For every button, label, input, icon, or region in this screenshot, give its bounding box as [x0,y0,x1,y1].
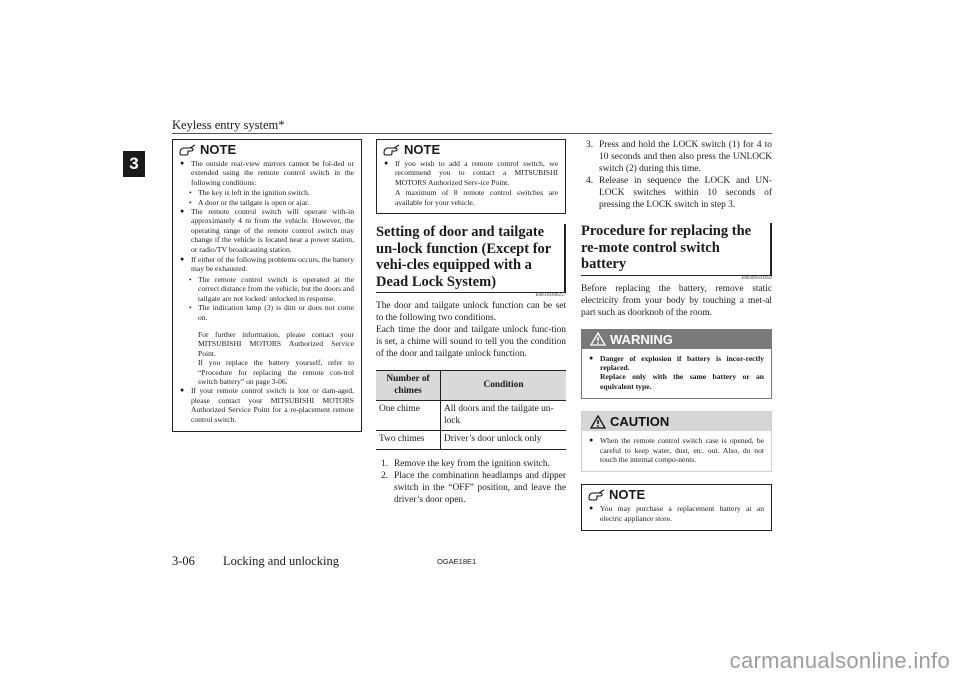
note-item: ● If you wish to add a remote control switch, we recommend you to contact a MITSUBISHI MOTORS Authorized Serv-ice Point. [384,159,558,187]
caution-triangle-icon [590,415,606,429]
body-paragraph: The door and tailgate unlock function can be set to the following two conditions. [376,301,566,324]
note-label: NOTE [200,142,237,157]
table-row [376,431,566,450]
section-code: E00310300257 [535,293,566,299]
note-hand-icon [588,489,606,501]
note-subitem: • A door or the tailgate is open or ajar. [189,197,310,207]
note-paragraph: If you replace the battery yourself, refer to “Procedure for replacing the remote con-trol switch battery” on page 3-06. [198,358,354,386]
warning-label: WARNING [610,331,673,347]
step-item: 3. Press and hold the LOCK switch (1) for 4 to 10 seconds and then also press the UNLOCK switch (2) during this time. [586,140,772,174]
note-box-left [172,139,362,432]
step-item: 2. Place the combination headlamps and dipper switch in the “OFF” position, and leave the driver’s door open. [381,470,566,505]
note-paragraph: For further information, please contact your MITSUBISHI MOTORS Authorized Service Point. [198,329,354,358]
note-subitem: • The indication lamp (3) is dim or does not come on. [189,303,354,322]
note-subitem: • The remote control switch is operated at the correct distance from the vehicle, but the doors and tailgate are not locked/ unlocked in response. [189,274,354,303]
table-cell: All doors and the tailgate un-lock [441,401,567,431]
warning-triangle-icon [590,332,606,346]
table-row [376,401,566,431]
note-box-middle [376,139,566,214]
right-column [581,139,772,531]
warning-header [582,330,771,349]
table-cell: One chime [376,401,441,431]
note-header [377,140,565,159]
note-box-right [581,484,772,531]
warning-item: ● Danger of explosion if battery is incor-rectly replaced. Replace only with the same battery or an equivalent type. [589,353,764,391]
step-item: 4. Release in sequence the LOCK and UN-LOCK switches within 10 seconds of pressing the LOCK switch in step 3. [586,176,772,210]
note-hand-icon [179,144,197,156]
running-header: Keyless entry system* [172,118,285,132]
warning-box [581,329,772,400]
step-list [376,458,566,506]
chapter-tab: 3 [123,151,145,177]
caution-box [581,411,772,472]
note-header [582,485,771,504]
note-label: NOTE [404,142,441,157]
table-header-row [376,371,566,401]
note-item: ● You may purchase a replacement battery at an electric appliance store. [589,504,764,523]
footer-chapter-title: Locking and unlocking [223,554,339,568]
section-code: E00309501692 [741,275,772,281]
table-header: Number of chimes [376,371,441,401]
header-rule [172,133,772,134]
section-heading: Procedure for replacing the re-mote control switch battery [581,223,772,276]
note-label: NOTE [609,487,646,503]
note-paragraph: A maximum of 8 remote control switches are available for your vehicle. [395,188,558,207]
caution-item: ● When the remote control switch case is opened, be careful to keep water, dust, etc. out. Also, do not touch the internal compo-nents. [589,436,764,464]
body-paragraph: Each time the door and tailgate unlock func-tion is set, a chime will sound to tell you the condition of the door and tailgate unlock function. [376,325,566,360]
footer-code: OGAE18E1 [437,557,477,566]
section-heading: Setting of door and tailgate un-lock function (Except for vehi-cles equipped with a Dead Lock System) [376,224,566,293]
page-number: 3-06 [172,554,195,568]
watermark: carmanualsonline.info [729,648,950,673]
note-header [173,140,361,159]
body-paragraph: Before replacing the battery, remove static electricity from your body by touching a met-al part such as doorknob of the room. [581,283,772,318]
note-item: ● The outside rear-view mirrors cannot be fol-ded or extended using the remote control switch in the following conditions: [180,159,354,187]
table-header: Condition [441,371,567,401]
caution-header [582,412,771,431]
caution-label: CAUTION [610,414,670,430]
step-item: 1. Remove the key from the ignition switch. [381,458,550,469]
note-item: ● If your remote control switch is lost or dam-aged, please contact your MITSUBISHI MOTORS Authorized Service Point for a re-placement remote control switch. [180,386,354,424]
note-subitem: • The key is left in the ignition switch. [189,188,310,198]
note-item: ● The remote control switch will operate with-in approximately 4 m from the vehicle. However, the operating range of the remote control switch may change if the vehicle is located near a power station, or radio/TV broadcasting station. [180,207,354,254]
note-item: ● If either of the following problems occurs, the battery may be exhausted. [180,255,355,274]
middle-column [376,139,566,506]
table-cell: Driver’s door unlock only [441,431,567,450]
note-hand-icon [383,144,401,156]
step-list [581,139,772,211]
table-cell: Two chimes [376,431,441,450]
chime-condition-table [376,370,566,450]
